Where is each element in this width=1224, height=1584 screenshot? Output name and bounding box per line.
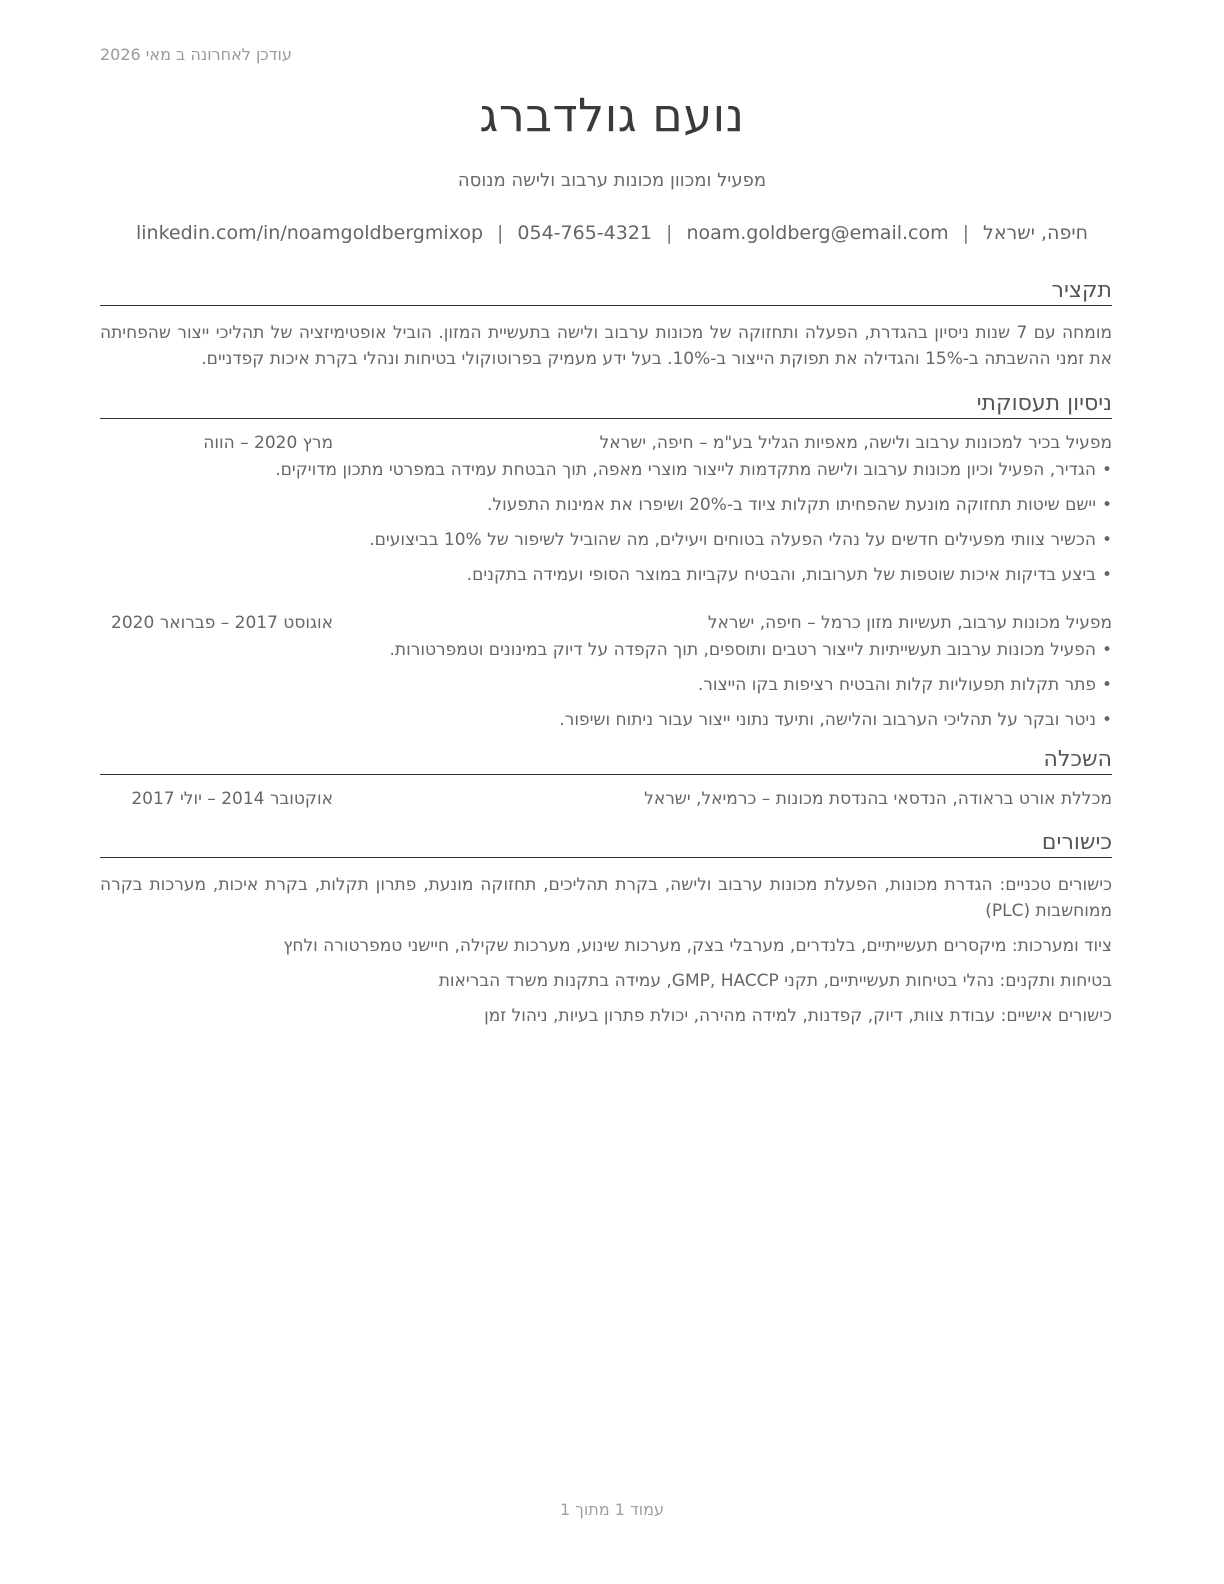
contact-separator: | (666, 222, 673, 244)
contact-location: חיפה, ישראל (983, 222, 1088, 244)
job-bullet: • הכשיר צוותי מפעילים חדשים על נהלי הפעלה בטוחים ויעילים, מה שהוביל לשיפור של 10% בביצועים. (100, 529, 1112, 552)
job-entry (100, 431, 1112, 587)
job-bullets (100, 639, 1112, 732)
job-entry (100, 611, 1112, 732)
education-heading: השכלה (100, 746, 1112, 775)
job-title: מפעיל בכיר למכונות ערבוב ולישה, מאפיות הגליל בע"מ – חיפה, ישראל (599, 433, 1112, 453)
page-number: עמוד 1 מתוך 1 (560, 1500, 664, 1519)
skills-heading: כישורים (100, 829, 1112, 858)
skills-line: כישורים טכניים: הגדרת מכונות, הפעלת מכונות ערבוב ולישה, בקרת תהליכים, תחזוקה מונעת, פתרון תקלות, בקרת איכות, מערכות בקרה ממוחשבות (PLC) (100, 875, 1112, 921)
job-header (100, 431, 1112, 455)
skills-line: ציוד ומערכות: מיקסרים תעשייתיים, בלנדרים, מערבלי בצק, מערכות שינוע, מערכות שקילה, חיישני טמפרטורה ולחץ (283, 936, 1112, 956)
candidate-title: מפעיל ומכוון מכונות ערבוב ולישה מנוסה (457, 170, 767, 191)
education-section (100, 746, 1112, 811)
summary-section (100, 277, 1112, 372)
experience-heading: ניסיון תעסוקתי (100, 390, 1112, 419)
job-dates: מרץ 2020 – הווה (203, 433, 333, 453)
resume-content (100, 277, 1112, 1038)
contact-phone[interactable]: 054-765-4321 (517, 222, 653, 244)
job-title: מפעיל מכונות ערבוב, תעשיות מזון כרמל – חיפה, ישראל (707, 613, 1112, 633)
contact-email[interactable]: noam.goldberg@email.com (686, 222, 949, 244)
contact-linkedin[interactable]: linkedin.com/in/noamgoldbergmixop (136, 222, 484, 244)
job-bullet: • יישם שיטות תחזוקה מונעת שהפחיתו תקלות ציוד ב-20% ושיפרו את אמינות התפעול. (100, 494, 1112, 517)
education-dates: אוקטובר 2014 – יולי 2017 (131, 789, 333, 809)
job-bullet: • ניטר ובקר על תהליכי הערבוב והלישה, ותיעד נתוני ייצור עבור ניתוח ושיפור. (100, 709, 1112, 732)
job-dates: אוגוסט 2017 – פברואר 2020 (111, 613, 333, 633)
contact-separator: | (962, 222, 970, 244)
contact-separator: | (497, 222, 504, 244)
job-bullets (100, 459, 1112, 587)
skills-section (100, 829, 1112, 1029)
education-title: מכללת אורט בראודה, הנדסאי בהנדסת מכונות – כרמיאל, ישראל (644, 789, 1112, 809)
skills-line: כישורים אישיים: עבודת צוות, דיוק, קפדנות, למידה מהירה, יכולת פתרון בעיות, ניהול זמן (484, 1006, 1112, 1026)
summary-heading: תקציר (100, 277, 1112, 306)
summary-text: מומחה עם 7 שנות ניסיון בהגדרת, הפעלה ותחזוקה של מכונות ערבוב ולישה בתעשיית המזון. הוביל אופטימיזציה של תהליכי ייצור שהפחיתה את זמני ההשבתה ב-15% והגדילה את תפוקת הייצור ב-10%. בעל ידע מעמיק בפרוטוקולי בטיחות ונהלי בקרת איכות קפדניים. (100, 323, 1112, 369)
job-bullet: • הפעיל מכונות ערבוב תעשייתיות לייצור רטבים ותוספים, תוך הקפדה על דיוק במינונים וטמפרטורות. (100, 639, 1112, 662)
last-updated-note: עודכן לאחרונה ב מאי 2026 (100, 45, 292, 64)
skills-line: בטיחות ותקנים: נהלי בטיחות תעשייתיים, תקני GMP, HACCP, עמידה בתקנות משרד הבריאות (438, 971, 1112, 991)
job-bullet: • הגדיר, הפעיל וכיון מכונות ערבוב ולישה מתקדמות לייצור מוצרי מאפה, תוך הבטחת עמידה במפרטי מתכון מדויקים. (100, 459, 1112, 482)
experience-section (100, 390, 1112, 732)
job-bullet: • ביצע בדיקות איכות שוטפות של תערובות, והבטיח עקביות במוצר הסופי ועמידה בתקנים. (100, 564, 1112, 587)
job-header (100, 611, 1112, 635)
candidate-name: נועם גולדברג (479, 88, 745, 142)
job-bullet: • פתר תקלות תפעוליות קלות והבטיח רציפות בקו הייצור. (100, 674, 1112, 697)
contact-line (100, 222, 1124, 244)
education-entry (100, 787, 1112, 811)
